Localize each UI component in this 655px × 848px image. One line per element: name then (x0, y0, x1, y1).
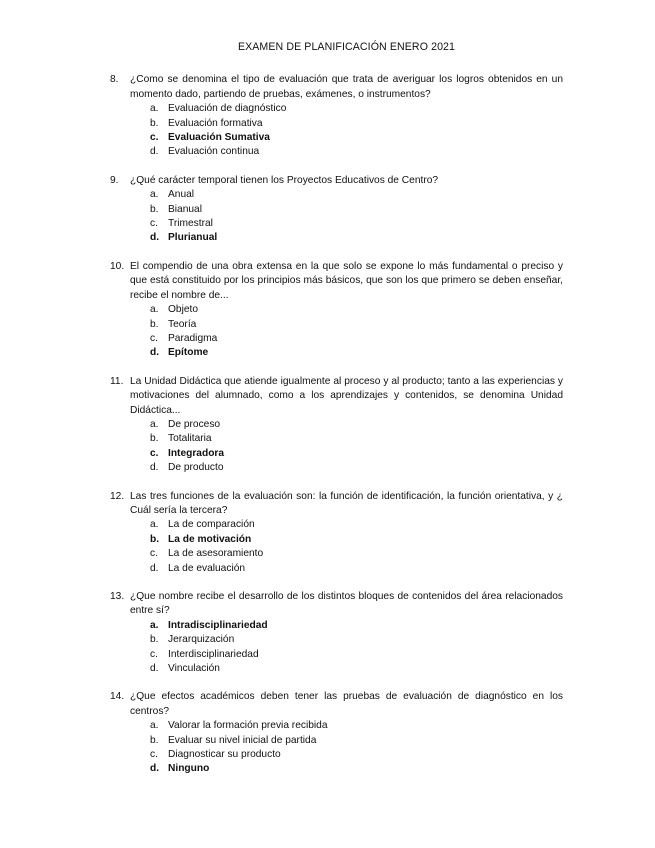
answer-option (150, 432, 563, 446)
option-letter: b. (150, 634, 159, 646)
option-text: Trimestral (168, 218, 213, 230)
answer-option (150, 662, 563, 676)
option-text: Vinculación (168, 663, 220, 675)
answer-option (150, 461, 563, 475)
answer-option-correct (150, 447, 563, 461)
answer-option (150, 633, 563, 647)
option-text: Diagnosticar su producto (168, 749, 281, 761)
option-letter: b. (150, 203, 159, 215)
option-letter: b. (150, 318, 159, 330)
question-header (110, 590, 563, 619)
option-letter: a. (150, 304, 159, 316)
question-header (110, 260, 563, 303)
option-text: Epítome (168, 347, 209, 359)
option-text: Evaluar su nivel inicial de partida (168, 734, 317, 746)
option-letter: d. (150, 347, 160, 359)
option-letter: d. (150, 232, 160, 244)
page-title: EXAMEN DE PLANIFICACIÓN ENERO 2021 (237, 41, 456, 53)
option-text: Ninguno (168, 763, 210, 775)
question-header (110, 375, 563, 418)
question-text: El compendio de una obra extensa en la que solo se expone lo más fundamental o preciso y que está constituido por los principios más básicos, que son los que primero se deben enseñar, recibe el nombre de... (130, 260, 563, 301)
question-text: ¿Como se denomina el tipo de evaluación que trata de averiguar los logros obtenidos en un momento dado, partiendo de pruebas, exámenes, o instrumentos? (130, 74, 563, 100)
question (110, 73, 563, 159)
option-letter: a. (150, 189, 159, 201)
option-letter: d. (150, 146, 159, 158)
answer-options (110, 418, 563, 476)
answer-option-correct (150, 762, 563, 776)
option-letter: b. (150, 117, 159, 129)
question-list (110, 73, 563, 776)
option-letter: d. (150, 663, 159, 675)
answer-option (150, 217, 563, 231)
option-letter: d. (150, 562, 159, 574)
option-text: Evaluación de diagnóstico (168, 103, 287, 115)
option-text: De proceso (168, 418, 221, 430)
option-letter: c. (150, 648, 158, 660)
option-text: De producto (168, 462, 224, 474)
question-text: ¿Que efectos académicos deben tener las pruebas de evaluación de diagnóstico en los centros? (130, 691, 563, 717)
question (110, 174, 563, 246)
question-number: 9. (110, 174, 119, 186)
question-text: ¿Que nombre recibe el desarrollo de los distintos bloques de contenidos del área relacionados entre sí? (130, 591, 563, 617)
question (110, 375, 563, 476)
option-letter: a. (150, 720, 159, 732)
option-text: Evaluación formativa (168, 117, 263, 129)
option-text: La de motivación (168, 533, 252, 545)
answer-option (150, 332, 563, 346)
option-text: Interdisciplinariedad (168, 648, 259, 660)
option-letter: a. (150, 418, 159, 430)
option-letter: a. (150, 519, 159, 531)
answer-option (150, 117, 563, 131)
answer-option (150, 145, 563, 159)
answer-option (150, 562, 563, 576)
option-text: Teoría (168, 318, 197, 330)
answer-options (110, 619, 563, 677)
option-text: La de evaluación (168, 562, 246, 574)
question-header (110, 174, 563, 188)
option-text: Evaluación continua (168, 146, 260, 158)
answer-option (150, 418, 563, 432)
option-letter: c. (150, 218, 158, 230)
answer-options (110, 188, 563, 246)
answer-options (110, 102, 563, 160)
answer-option-correct (150, 231, 563, 245)
question-header (110, 490, 563, 519)
answer-option (150, 188, 563, 202)
question-text: ¿Qué carácter temporal tienen los Proyectos Educativos de Centro? (130, 174, 439, 186)
answer-options (110, 303, 563, 361)
answer-option-correct (150, 533, 563, 547)
option-text: Paradigma (168, 332, 218, 344)
answer-options (110, 719, 563, 777)
question-number: 10. (110, 260, 125, 272)
question (110, 590, 563, 676)
answer-option-correct (150, 131, 563, 145)
answer-option (150, 547, 563, 561)
answer-option (150, 518, 563, 532)
option-text: Jerarquización (168, 634, 235, 646)
option-text: La de asesoramiento (168, 548, 264, 560)
question (110, 490, 563, 576)
option-letter: c. (150, 132, 159, 144)
option-letter: b. (150, 734, 159, 746)
question-text: Las tres funciones de la evaluación son: la función de identificación, la función orientativa, y ¿ Cuál sería la tercera? (130, 490, 563, 516)
option-letter: a. (150, 619, 159, 631)
option-text: Intradisciplinariedad (168, 619, 268, 631)
option-letter: b. (150, 433, 159, 445)
option-text: Plurianual (168, 232, 218, 244)
question-number: 14. (110, 691, 125, 703)
question-text: La Unidad Didáctica que atiende igualmente al proceso y al producto; tanto a las experiencias y motivaciones del alumnado, como a los aprendizajes y contenidos, se denomina Unidad Didáctica... (130, 375, 563, 416)
question (110, 260, 563, 361)
option-text: Evaluación Sumativa (168, 132, 270, 144)
question-number: 8. (110, 74, 119, 86)
option-letter: c. (150, 548, 158, 560)
answer-option (150, 734, 563, 748)
option-letter: c. (150, 749, 158, 761)
option-letter: c. (150, 447, 159, 459)
answer-option (150, 748, 563, 762)
option-letter: d. (150, 462, 159, 474)
answer-options (110, 518, 563, 576)
question-number: 12. (110, 490, 125, 502)
question-number: 13. (110, 591, 125, 602)
option-text: Objeto (168, 304, 199, 316)
answer-option (150, 203, 563, 217)
option-text: La de comparación (168, 519, 255, 531)
question-header (110, 73, 563, 102)
question-number: 11. (110, 375, 124, 387)
option-text: Valorar la formación previa recibida (168, 720, 328, 732)
answer-option (150, 719, 563, 733)
question (110, 690, 563, 776)
answer-option-correct (150, 619, 563, 633)
option-text: Totalitaria (168, 433, 212, 445)
question-header (110, 690, 563, 719)
answer-option (150, 102, 563, 116)
answer-option (150, 303, 563, 317)
answer-option-correct (150, 346, 563, 360)
answer-option (150, 318, 563, 332)
option-text: Integradora (168, 447, 225, 459)
option-letter: d. (150, 763, 160, 775)
answer-option (150, 648, 563, 662)
option-letter: b. (150, 533, 160, 545)
option-text: Bianual (168, 203, 202, 215)
option-letter: a. (150, 103, 159, 115)
option-text: Anual (168, 189, 195, 201)
option-letter: c. (150, 332, 158, 344)
